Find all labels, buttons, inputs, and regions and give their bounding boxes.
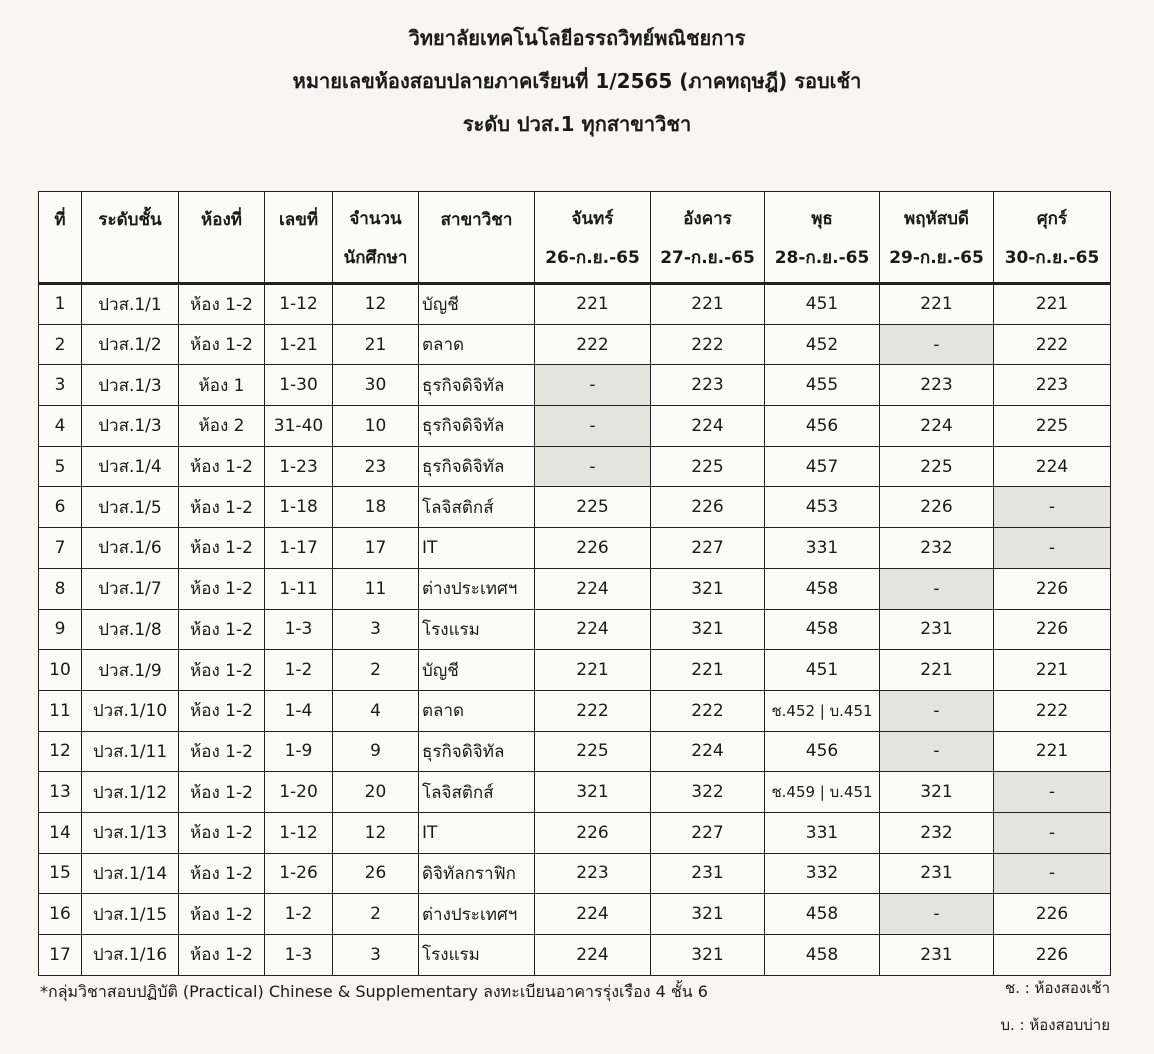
cell-count: 12 (333, 284, 419, 325)
level-title: ระดับ ปวส.1 ทุกสาขาวิชา (462, 112, 692, 136)
table-row (39, 284, 1111, 325)
cell-day-mon: 221 (535, 650, 651, 691)
cell-day-fri: 226 (994, 609, 1111, 650)
cell-day-thu: 223 (880, 365, 994, 406)
cell-day-fri: 226 (994, 568, 1111, 609)
cell-number: 1-3 (265, 609, 333, 650)
cell-day-thu: 321 (880, 772, 994, 813)
cell-day-mon: 222 (535, 324, 651, 365)
cell-major: ตลาด (419, 690, 535, 731)
cell-day-fri: 221 (994, 650, 1111, 691)
exam-room-table (38, 191, 1111, 976)
cell-level: ปวส.1/7 (82, 568, 179, 609)
cell-major: บัญชี (419, 284, 535, 325)
cell-no: 5 (39, 446, 82, 487)
cell-room: ห้อง 1-2 (179, 935, 265, 976)
cell-day-tue: 227 (651, 812, 765, 853)
cell-major: ธุรกิจดิจิทัล (419, 365, 535, 406)
cell-day-thu: - (880, 894, 994, 935)
cell-day-thu: - (880, 690, 994, 731)
cell-room: ห้อง 1-2 (179, 731, 265, 772)
cell-day-wed: 455 (765, 365, 880, 406)
cell-level: ปวส.1/14 (82, 853, 179, 894)
table-row (39, 812, 1111, 853)
cell-day-tue: 226 (651, 487, 765, 528)
cell-day-thu: 221 (880, 650, 994, 691)
header-day-thu: พฤหัสบดี (880, 192, 994, 238)
cell-day-fri: - (994, 772, 1111, 813)
legend-morning: ช. : ห้องสองเช้า (1005, 979, 1110, 997)
cell-no: 13 (39, 772, 82, 813)
cell-room: ห้อง 1-2 (179, 284, 265, 325)
cell-day-fri: - (994, 528, 1111, 569)
cell-room: ห้อง 1-2 (179, 690, 265, 731)
cell-day-mon: 225 (535, 731, 651, 772)
cell-day-tue: 231 (651, 853, 765, 894)
cell-no: 2 (39, 324, 82, 365)
cell-day-fri: 223 (994, 365, 1111, 406)
table-row (39, 446, 1111, 487)
cell-number: 1-12 (265, 812, 333, 853)
cell-count: 11 (333, 568, 419, 609)
table-row (39, 528, 1111, 569)
cell-major: IT (419, 812, 535, 853)
cell-room: ห้อง 1-2 (179, 853, 265, 894)
cell-day-tue: 223 (651, 365, 765, 406)
cell-day-mon: 224 (535, 568, 651, 609)
cell-no: 4 (39, 406, 82, 447)
cell-day-mon: 224 (535, 935, 651, 976)
cell-no: 9 (39, 609, 82, 650)
cell-day-tue: 222 (651, 690, 765, 731)
cell-level: ปวส.1/9 (82, 650, 179, 691)
cell-day-fri: 224 (994, 446, 1111, 487)
cell-number: 1-12 (265, 284, 333, 325)
cell-day-tue: 224 (651, 731, 765, 772)
cell-count: 21 (333, 324, 419, 365)
cell-room: ห้อง 1-2 (179, 568, 265, 609)
cell-major: ธุรกิจดิจิทัล (419, 731, 535, 772)
table-row (39, 365, 1111, 406)
header-date-wed: 28-ก.ย.-65 (765, 238, 880, 284)
cell-day-tue: 321 (651, 935, 765, 976)
cell-count: 10 (333, 406, 419, 447)
cell-count: 2 (333, 894, 419, 935)
cell-number: 1-23 (265, 446, 333, 487)
cell-day-thu: 225 (880, 446, 994, 487)
header-number: เลขที่ (265, 192, 333, 284)
cell-number: 1-2 (265, 650, 333, 691)
cell-number: 1-26 (265, 853, 333, 894)
cell-count: 9 (333, 731, 419, 772)
header-no: ที่ (39, 192, 82, 284)
cell-day-mon: 224 (535, 894, 651, 935)
cell-day-thu: 224 (880, 406, 994, 447)
cell-count: 4 (333, 690, 419, 731)
cell-day-tue: 321 (651, 609, 765, 650)
cell-count: 12 (333, 812, 419, 853)
cell-no: 1 (39, 284, 82, 325)
header-day-mon: จันทร์ (535, 192, 651, 238)
cell-level: ปวส.1/1 (82, 284, 179, 325)
cell-day-thu: - (880, 731, 994, 772)
cell-room: ห้อง 1-2 (179, 772, 265, 813)
cell-major: ธุรกิจดิจิทัล (419, 406, 535, 447)
cell-day-mon: 321 (535, 772, 651, 813)
cell-major: ดิจิทัลกราฟิก (419, 853, 535, 894)
cell-major: โรงแรม (419, 935, 535, 976)
header-date-thu: 29-ก.ย.-65 (880, 238, 994, 284)
legend-afternoon: บ. : ห้องสอบบ่าย (1000, 1016, 1110, 1034)
header-date-tue: 27-ก.ย.-65 (651, 238, 765, 284)
table-header (39, 192, 1111, 284)
cell-count: 23 (333, 446, 419, 487)
table-row (39, 772, 1111, 813)
cell-room: ห้อง 2 (179, 406, 265, 447)
header-day-fri: ศุกร์ (994, 192, 1111, 238)
cell-day-wed: 451 (765, 650, 880, 691)
cell-count: 2 (333, 650, 419, 691)
cell-number: 1-21 (265, 324, 333, 365)
header-date-mon: 26-ก.ย.-65 (535, 238, 651, 284)
document-header (0, 28, 1154, 134)
header-day-wed: พุธ (765, 192, 880, 238)
cell-day-thu: 226 (880, 487, 994, 528)
cell-room: ห้อง 1-2 (179, 446, 265, 487)
table-row (39, 406, 1111, 447)
footnote: *กลุ่มวิชาสอบปฏิบัติ (Practical) Chinese & Supplementary ลงทะเบียนอาคารรุ่งเรือง 4 ชั้น 6 (40, 982, 708, 1001)
cell-no: 16 (39, 894, 82, 935)
cell-day-thu: 231 (880, 609, 994, 650)
table-row (39, 609, 1111, 650)
cell-level: ปวส.1/3 (82, 406, 179, 447)
table-row (39, 935, 1111, 976)
cell-room: ห้อง 1-2 (179, 609, 265, 650)
table-row (39, 853, 1111, 894)
cell-count: 17 (333, 528, 419, 569)
cell-number: 1-17 (265, 528, 333, 569)
cell-no: 7 (39, 528, 82, 569)
cell-level: ปวส.1/11 (82, 731, 179, 772)
cell-count: 20 (333, 772, 419, 813)
cell-level: ปวส.1/4 (82, 446, 179, 487)
cell-room: ห้อง 1-2 (179, 812, 265, 853)
cell-no: 14 (39, 812, 82, 853)
cell-no: 17 (39, 935, 82, 976)
table-row (39, 690, 1111, 731)
cell-no: 12 (39, 731, 82, 772)
cell-day-thu: 231 (880, 853, 994, 894)
cell-major: ต่างประเทศฯ (419, 568, 535, 609)
cell-day-mon: - (535, 406, 651, 447)
cell-level: ปวส.1/12 (82, 772, 179, 813)
cell-room: ห้อง 1-2 (179, 650, 265, 691)
cell-day-tue: 221 (651, 650, 765, 691)
cell-day-fri: 221 (994, 284, 1111, 325)
cell-day-mon: 225 (535, 487, 651, 528)
cell-count: 3 (333, 935, 419, 976)
cell-day-fri: 226 (994, 935, 1111, 976)
cell-count: 3 (333, 609, 419, 650)
cell-day-tue: 321 (651, 568, 765, 609)
table-row (39, 731, 1111, 772)
cell-major: ตลาด (419, 324, 535, 365)
cell-day-fri: 221 (994, 731, 1111, 772)
cell-day-thu: 232 (880, 528, 994, 569)
cell-day-wed: ช.452 | บ.451 (765, 690, 880, 731)
cell-day-wed: 456 (765, 406, 880, 447)
header-level: ระดับชั้น (82, 192, 179, 284)
table-row (39, 894, 1111, 935)
cell-day-mon: 222 (535, 690, 651, 731)
cell-count: 26 (333, 853, 419, 894)
header-major: สาขาวิชา (419, 192, 535, 284)
cell-day-mon: - (535, 446, 651, 487)
cell-level: ปวส.1/3 (82, 365, 179, 406)
cell-day-wed: 456 (765, 731, 880, 772)
cell-no: 11 (39, 690, 82, 731)
cell-level: ปวส.1/16 (82, 935, 179, 976)
cell-day-wed: 453 (765, 487, 880, 528)
cell-count: 18 (333, 487, 419, 528)
cell-day-wed: 331 (765, 528, 880, 569)
cell-number: 1-18 (265, 487, 333, 528)
cell-day-tue: 321 (651, 894, 765, 935)
table-row (39, 650, 1111, 691)
cell-number: 1-9 (265, 731, 333, 772)
cell-major: ธุรกิจดิจิทัล (419, 446, 535, 487)
cell-day-wed: 457 (765, 446, 880, 487)
cell-day-tue: 224 (651, 406, 765, 447)
cell-day-wed: ช.459 | บ.451 (765, 772, 880, 813)
cell-room: ห้อง 1-2 (179, 894, 265, 935)
cell-day-fri: 222 (994, 324, 1111, 365)
cell-room: ห้อง 1-2 (179, 324, 265, 365)
cell-day-wed: 458 (765, 935, 880, 976)
cell-day-thu: 231 (880, 935, 994, 976)
cell-day-wed: 451 (765, 284, 880, 325)
cell-number: 1-2 (265, 894, 333, 935)
cell-day-fri: 222 (994, 690, 1111, 731)
cell-level: ปวส.1/2 (82, 324, 179, 365)
cell-level: ปวส.1/5 (82, 487, 179, 528)
cell-day-fri: - (994, 487, 1111, 528)
header-count-sub: นักศึกษา (333, 238, 419, 284)
cell-major: โลจิสติกส์ (419, 487, 535, 528)
cell-major: บัญชี (419, 650, 535, 691)
cell-day-fri: 226 (994, 894, 1111, 935)
cell-number: 1-30 (265, 365, 333, 406)
cell-no: 6 (39, 487, 82, 528)
cell-room: ห้อง 1-2 (179, 528, 265, 569)
header-date-fri: 30-ก.ย.-65 (994, 238, 1111, 284)
header-day-tue: อังคาร (651, 192, 765, 238)
cell-major: IT (419, 528, 535, 569)
exam-title: หมายเลขห้องสอบปลายภาคเรียนที่ 1/2565 (ภาคทฤษฎี) รอบเช้า (292, 69, 862, 93)
cell-level: ปวส.1/13 (82, 812, 179, 853)
cell-day-wed: 458 (765, 894, 880, 935)
cell-day-thu: - (880, 324, 994, 365)
cell-day-thu: 232 (880, 812, 994, 853)
cell-day-wed: 332 (765, 853, 880, 894)
cell-level: ปวส.1/15 (82, 894, 179, 935)
table-row (39, 487, 1111, 528)
cell-day-mon: 223 (535, 853, 651, 894)
cell-major: โลจิสติกส์ (419, 772, 535, 813)
cell-level: ปวส.1/8 (82, 609, 179, 650)
cell-day-tue: 225 (651, 446, 765, 487)
cell-count: 30 (333, 365, 419, 406)
cell-day-fri: - (994, 812, 1111, 853)
header-room: ห้องที่ (179, 192, 265, 284)
cell-day-wed: 458 (765, 568, 880, 609)
cell-day-mon: 224 (535, 609, 651, 650)
cell-day-tue: 227 (651, 528, 765, 569)
cell-day-tue: 222 (651, 324, 765, 365)
cell-number: 1-3 (265, 935, 333, 976)
table-row (39, 324, 1111, 365)
cell-day-mon: 221 (535, 284, 651, 325)
cell-level: ปวส.1/10 (82, 690, 179, 731)
cell-number: 31-40 (265, 406, 333, 447)
cell-day-thu: - (880, 568, 994, 609)
cell-number: 1-4 (265, 690, 333, 731)
cell-no: 3 (39, 365, 82, 406)
cell-day-mon: - (535, 365, 651, 406)
cell-day-fri: 225 (994, 406, 1111, 447)
cell-no: 8 (39, 568, 82, 609)
cell-number: 1-20 (265, 772, 333, 813)
cell-room: ห้อง 1 (179, 365, 265, 406)
cell-day-tue: 322 (651, 772, 765, 813)
cell-room: ห้อง 1-2 (179, 487, 265, 528)
cell-day-wed: 458 (765, 609, 880, 650)
cell-day-fri: - (994, 853, 1111, 894)
cell-no: 10 (39, 650, 82, 691)
cell-level: ปวส.1/6 (82, 528, 179, 569)
cell-day-wed: 452 (765, 324, 880, 365)
cell-day-tue: 221 (651, 284, 765, 325)
cell-day-mon: 226 (535, 528, 651, 569)
cell-major: ต่างประเทศฯ (419, 894, 535, 935)
table-row (39, 568, 1111, 609)
header-count: จำนวน (333, 192, 419, 238)
college-name: วิทยาลัยเทคโนโลยีอรรถวิทย์พณิชยการ (408, 26, 746, 50)
table-body (39, 284, 1111, 976)
cell-major: โรงแรม (419, 609, 535, 650)
cell-number: 1-11 (265, 568, 333, 609)
cell-day-mon: 226 (535, 812, 651, 853)
cell-day-wed: 331 (765, 812, 880, 853)
cell-no: 15 (39, 853, 82, 894)
cell-day-thu: 221 (880, 284, 994, 325)
